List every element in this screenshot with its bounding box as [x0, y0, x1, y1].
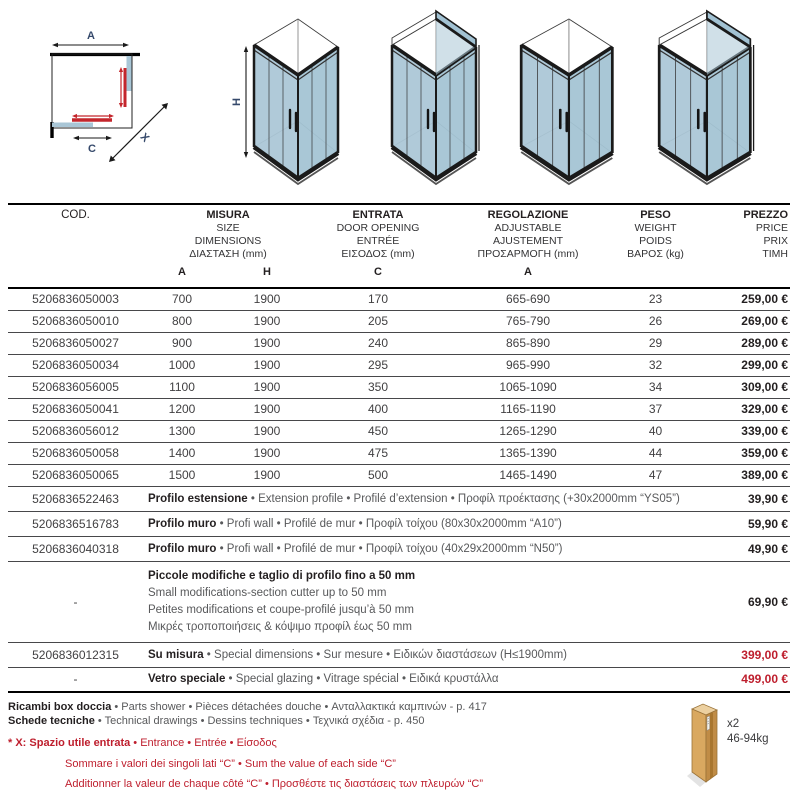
entrance-note: * X: Spazio utile entrata • Entrance • Entrée • Είσοδος: [8, 737, 277, 749]
parts-reference: Ricambi box doccia • Parts shower • Pièces détachées douche • Ανταλλακτικά καμπινών - p. 417: [8, 701, 487, 713]
description-cell: Vetro speciale • Special glazing • Vitrage spécial • Ειδικά κρυστάλλα: [143, 667, 698, 692]
subheader-h: H: [263, 266, 271, 278]
technical-diagrams: [0, 0, 805, 200]
table-row: 5206836050027 900 1900 240 865-890 29 289,00 €: [8, 332, 790, 354]
accessory-row: [8, 511, 790, 536]
plan-view-diagram: [30, 28, 178, 170]
table-row: 5206836050065 1500 1900 500 1465-1490 47 389,00 €: [8, 464, 790, 486]
special-glazing-row: [8, 667, 790, 692]
table-row: 5206836056005 1100 1900 350 1065-1090 34 309,00 €: [8, 376, 790, 398]
cod-cell: 5206836050034: [8, 354, 143, 376]
fixed-glass-right: [127, 56, 132, 91]
cod-cell: 5206836040318: [8, 536, 143, 561]
dimension-a-label: A: [87, 30, 95, 42]
header-cod: COD.: [61, 209, 90, 221]
footer-notes: [8, 701, 668, 792]
header-prezzo: PREZZO PRICE PRIX ΤΙΜΗ: [743, 209, 789, 260]
subheader-c: C: [374, 266, 382, 278]
price-cell: 69,90 €: [698, 561, 790, 642]
price-cell: 269,00 €: [698, 310, 790, 332]
height-label: H: [231, 98, 243, 106]
cod-cell: -: [8, 667, 143, 692]
description-cell: Su misura • Special dimensions • Sur mesure • Ειδικών διαστάσεων (H≤1900mm): [143, 642, 698, 667]
description-cell: Profilo muro • Profi wall • Profilé de mur • Προφίλ τοίχου (40x29x2000mm “N50”): [143, 536, 698, 561]
description-cell: Piccole modifiche e taglio di profilo fino a 50 mm Small modifications-section cutter up to 50 mm Petites modifications et coupe-profilé jusqu’à 50 mm Μικρές τροποποιήσεις & κόψιμο προφίλ έως 50 mm: [143, 561, 698, 642]
package-quantity: x2: [727, 718, 740, 730]
header-misura: MISURA SIZE DIMENSIONS ΔΙΑΣΤΑΣΗ (mm): [189, 209, 267, 260]
price-cell: 499,00 €: [698, 667, 790, 692]
cod-cell: 5206836516783: [8, 511, 143, 536]
package-info: [727, 717, 769, 747]
cod-cell: 5206836056005: [8, 376, 143, 398]
cod-cell: -: [8, 561, 143, 642]
dimension-x-label: X: [137, 131, 152, 145]
sum-sides-note: Sommare i valori dei singoli lati “C” • Sum the value of each side “C”: [65, 757, 396, 770]
cod-cell: 5206836522463: [8, 486, 143, 511]
price-cell: 359,00 €: [698, 442, 790, 464]
cod-cell: 5206836050027: [8, 332, 143, 354]
modifications-row: [8, 561, 790, 642]
header-peso: PESO WEIGHT POIDS ΒΑΡΟΣ (kg): [627, 209, 684, 260]
description-cell: Profilo estensione • Extension profile • Profilé d’extension • Προφίλ προέκτασης (+30x2000mm “YS05”): [143, 486, 698, 511]
iso-enclosure-3: [506, 8, 619, 188]
price-cell: 329,00 €: [698, 398, 790, 420]
price-cell: 289,00 €: [698, 332, 790, 354]
table-row: 5206836050034 1000 1900 295 965-990 32 299,00 €: [8, 354, 790, 376]
price-cell: 59,90 €: [698, 511, 790, 536]
price-cell: 399,00 €: [698, 642, 790, 667]
cod-cell: 5206836050058: [8, 442, 143, 464]
cod-cell: 5206836012315: [8, 642, 143, 667]
price-cell: 39,90 €: [698, 486, 790, 511]
iso-enclosure-1: [240, 8, 344, 188]
package-icon: [686, 702, 724, 790]
price-cell: 339,00 €: [698, 420, 790, 442]
price-cell: 49,90 €: [698, 536, 790, 561]
iso-enclosure-4: [644, 8, 757, 188]
header-entrata: ENTRATA DOOR OPENING ENTRÉE ΕΙΣΟΔΟΣ (mm): [336, 209, 420, 260]
technical-drawings-reference: Schede tecniche • Technical drawings • Dessins techniques • Τεχνικά σχέδια - p. 450: [8, 714, 425, 727]
sum-sides-note-fr: Additionner la valeur de chaque côté “C” • Προσθέστε τις διαστάσεις των πλευρών “C”: [65, 778, 483, 790]
package-weight: 46-94kg: [727, 733, 769, 745]
dimension-c-label: C: [88, 143, 96, 155]
price-cell: 259,00 €: [741, 292, 789, 307]
cod-cell: 5206836050003: [32, 292, 119, 307]
accessory-row: [8, 486, 790, 511]
table-row: 5206836050041 1200 1900 400 1165-1190 37 329,00 €: [8, 398, 790, 420]
table-row: 5206836050010 800 1900 205 765-790 26 269,00 €: [8, 310, 790, 332]
accessory-row: [8, 536, 790, 561]
subheader-adj-a: A: [524, 266, 532, 278]
subheader-a: A: [178, 266, 186, 278]
table-row: 5206836056012 1300 1900 450 1265-1290 40 339,00 €: [8, 420, 790, 442]
price-cell: 309,00 €: [698, 376, 790, 398]
description-cell: Profilo muro • Profi wall • Profilé de mur • Προφίλ τοίχου (80x30x2000mm “A10”): [143, 511, 698, 536]
special-dimensions-row: [8, 642, 790, 667]
header-regolazione: REGOLAZIONE ADJUSTABLE AJUSTEMENT ΠΡΟΣΑΡΜΟΓΗ (mm): [477, 209, 579, 260]
table-row: 5206836050058 1400 1900 475 1365-1390 44 359,00 €: [8, 442, 790, 464]
cod-cell: 5206836050010: [8, 310, 143, 332]
price-cell: 299,00 €: [698, 354, 790, 376]
parts-price-table: [8, 203, 790, 693]
fixed-glass-bottom: [52, 123, 93, 128]
cod-cell: 5206836050041: [8, 398, 143, 420]
iso-enclosure-2: [378, 8, 482, 188]
table-row: 5206836050003 700 1900 170 665-690 23 259,00 €: [8, 288, 790, 310]
price-cell: 389,00 €: [698, 464, 790, 486]
cod-cell: 5206836056012: [8, 420, 143, 442]
cod-cell: 5206836050065: [8, 464, 143, 486]
